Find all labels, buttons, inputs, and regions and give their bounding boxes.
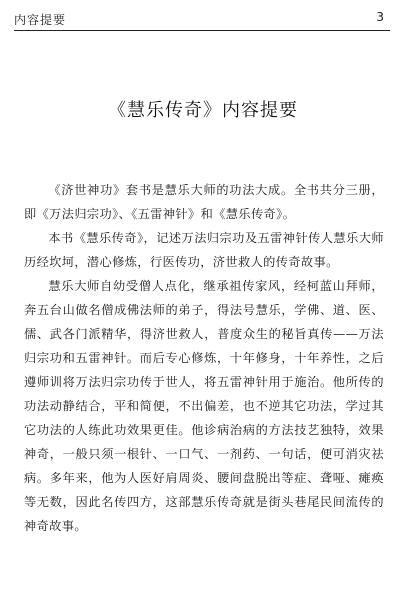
page-number: 3 [376, 10, 384, 24]
running-header-title: 内容提要 [14, 13, 67, 27]
paragraph-3: 慧乐大师自幼受僧人点化，继承祖传家风，经柯蓝山拜师，奔五台山做名僧成佛法师的弟子，得法号慧乐，学佛、道、医、儒、武各门派精华，得济世救人，普度众生的秘旨真传——万法归宗功和五雷神针。而后专心修炼，十年修身，十年养性，之后遵师训将万法归宗功传于世人，将五雷神针用于施治。他所传的功法动静结合，平和简便，不出偏差，也不逆其它功法，学过其它功法的人练此功效果更佳。他诊病治病的方法技艺独特，效果神奇，一般只须一根针、一口气、一剂药、一句话，便可消灾祛病。多年来，他为人医好肩周炎、腰间盘脱出等症、聋哑、瘫痪等无数，因此名传四方，这部慧乐传奇就是街头巷尾民间流传的神奇故事。 [24, 279, 384, 533]
chapter-title: 《慧乐传奇》内容提要 [108, 100, 298, 121]
paragraph-1: 《济世神功》套书是慧乐大师的功法大成。全书共分三册，即《万法归宗功》、《五雷神针》和《慧乐传奇》。 [24, 183, 384, 221]
paragraph-2: 本书《慧乐传奇》，记述万法归宗功及五雷神针传人慧乐大师历经坎坷，潜心修炼，行医传功，济世救人的传奇故事。 [24, 231, 384, 269]
running-header [14, 10, 390, 31]
body-text [24, 178, 384, 538]
